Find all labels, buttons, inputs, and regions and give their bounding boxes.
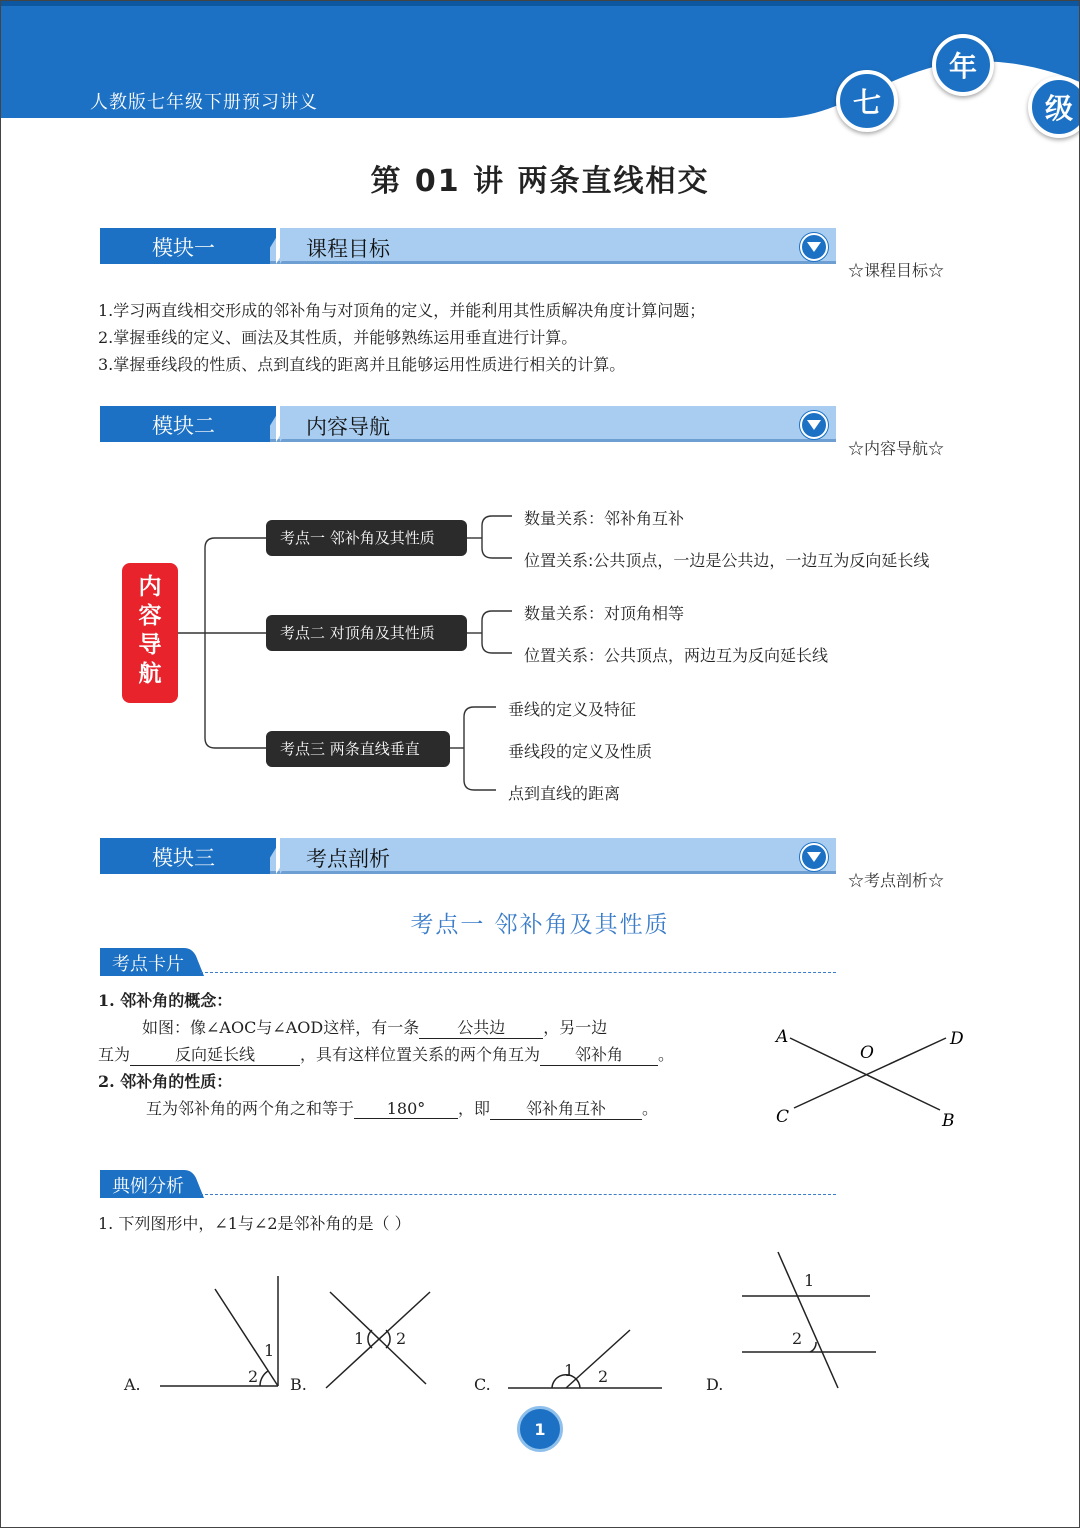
grade-badge-1: 七 <box>836 70 898 132</box>
text: ，另一边 <box>543 1018 608 1037</box>
mindmap-root <box>122 563 178 703</box>
module1-bar <box>100 228 836 264</box>
module2-name: 内容导航 <box>306 415 390 439</box>
objective-3: 3.掌握垂线段的性质、点到直线的距离并且能够运用性质进行相关的计算。 <box>98 355 626 374</box>
answer-blank: 邻补角互补 <box>490 1096 642 1120</box>
module3-name: 考点剖析 <box>306 847 390 871</box>
page-title: 第 01 讲 两条直线相交 <box>370 164 710 199</box>
label-O: O <box>860 1043 874 1063</box>
label-B: B <box>942 1111 955 1131</box>
label-D: D <box>950 1029 964 1049</box>
root-char: 航 <box>138 661 162 687</box>
header-title: 人教版七年级下册预习讲义 <box>90 92 318 113</box>
module3-side-label: ☆考点剖析☆ <box>848 871 945 890</box>
text: 互为邻补角的两个角之和等于 <box>146 1099 355 1118</box>
angle-1-label: 1 <box>354 1329 365 1348</box>
module1-name: 课程目标 <box>306 237 390 261</box>
mindmap-leaf: 垂线的定义及特征 <box>508 700 637 719</box>
text: 。 <box>642 1099 659 1118</box>
mindmap-leaf: 位置关系：公共顶点，两边互为反向延长线 <box>524 646 829 665</box>
section-title: 考点一 邻补角及其性质 <box>410 912 670 938</box>
text: ，即 <box>458 1099 491 1118</box>
option-B[interactable]: B. <box>290 1375 307 1394</box>
angle-2-label: 2 <box>792 1329 803 1348</box>
objective-1: 1.学习两直线相交形成的邻补角与对顶角的定义，并能利用其性质解决角度计算问题； <box>98 301 706 320</box>
answer-blank: 反向延长线 <box>130 1042 300 1066</box>
chevron-down-icon[interactable] <box>800 843 828 871</box>
question-text: 1. 下列图形中，∠1与∠2是邻补角的是（ ） <box>98 1214 411 1233</box>
mindmap-node-2[interactable]: 考点二 对顶角及其性质 <box>266 615 467 651</box>
text: ，具有这样位置关系的两个角互为 <box>300 1045 541 1064</box>
module2-number: 模块二 <box>152 414 215 438</box>
mindmap-node-1[interactable]: 考点一 邻补角及其性质 <box>266 520 467 556</box>
module2-side-label: ☆内容导航☆ <box>848 439 945 458</box>
options-figures <box>110 1244 910 1404</box>
text: 。 <box>658 1045 675 1064</box>
mindmap-leaf: 位置关系:公共顶点，一边是公共边，一边互为反向延长线 <box>524 551 930 570</box>
root-char: 导 <box>138 632 162 658</box>
grade-badge-2: 年 <box>932 34 994 96</box>
answer-blank: 180° <box>354 1099 458 1119</box>
answer-blank: 公共边 <box>419 1015 543 1039</box>
text: 互为 <box>98 1045 131 1064</box>
page-number: 1 <box>517 1406 563 1452</box>
option-C[interactable]: C. <box>474 1375 491 1394</box>
module1-number: 模块一 <box>152 236 215 260</box>
mindmap-leaf: 垂线段的定义及性质 <box>508 742 653 761</box>
angle-2-label: 2 <box>248 1367 259 1386</box>
text: 如图：像∠AOC与∠AOD这样，有一条 <box>142 1018 420 1037</box>
property-heading: 2. 邻补角的性质： <box>98 1072 233 1091</box>
root-char: 容 <box>138 603 162 629</box>
mindmap-leaf: 点到直线的距离 <box>508 784 621 803</box>
option-A[interactable]: A. <box>124 1375 141 1394</box>
chevron-down-icon[interactable] <box>800 233 828 261</box>
angle-2-label: 2 <box>396 1329 407 1348</box>
divider <box>200 972 836 973</box>
module2-bar <box>100 406 836 442</box>
concept-line-2 <box>98 1042 674 1066</box>
example-tag: 典例分析 <box>112 1176 184 1197</box>
root-char: 内 <box>138 574 162 600</box>
module3-number: 模块三 <box>152 846 215 870</box>
angle-1-label: 1 <box>264 1341 275 1360</box>
concept-heading: 1. 邻补角的概念： <box>98 991 233 1010</box>
label-C: C <box>776 1107 790 1127</box>
intersecting-lines-figure <box>760 1018 980 1138</box>
property-line <box>146 1096 658 1120</box>
concept-line-1 <box>142 1015 607 1039</box>
grade-badge-3: 级 <box>1028 76 1080 138</box>
mindmap-node-3[interactable]: 考点三 两条直线垂直 <box>266 731 450 767</box>
label-A: A <box>776 1027 789 1047</box>
answer-blank: 邻补角 <box>540 1042 658 1066</box>
angle-1-label: 1 <box>564 1361 575 1380</box>
objective-2: 2.掌握垂线的定义、画法及其性质，并能够熟练运用垂直进行计算。 <box>98 328 578 347</box>
chevron-down-icon[interactable] <box>800 411 828 439</box>
angle-2-label: 2 <box>598 1367 609 1386</box>
module1-side-label: ☆课程目标☆ <box>848 261 945 280</box>
option-D[interactable]: D. <box>706 1375 724 1394</box>
divider <box>200 1194 836 1195</box>
card-tag: 考点卡片 <box>112 954 184 975</box>
header-top-line <box>0 0 1080 6</box>
mindmap-leaf: 数量关系：对顶角相等 <box>524 604 685 623</box>
angle-1-label: 1 <box>804 1271 815 1290</box>
mindmap-leaf: 数量关系：邻补角互补 <box>524 509 685 528</box>
module3-bar <box>100 838 836 874</box>
